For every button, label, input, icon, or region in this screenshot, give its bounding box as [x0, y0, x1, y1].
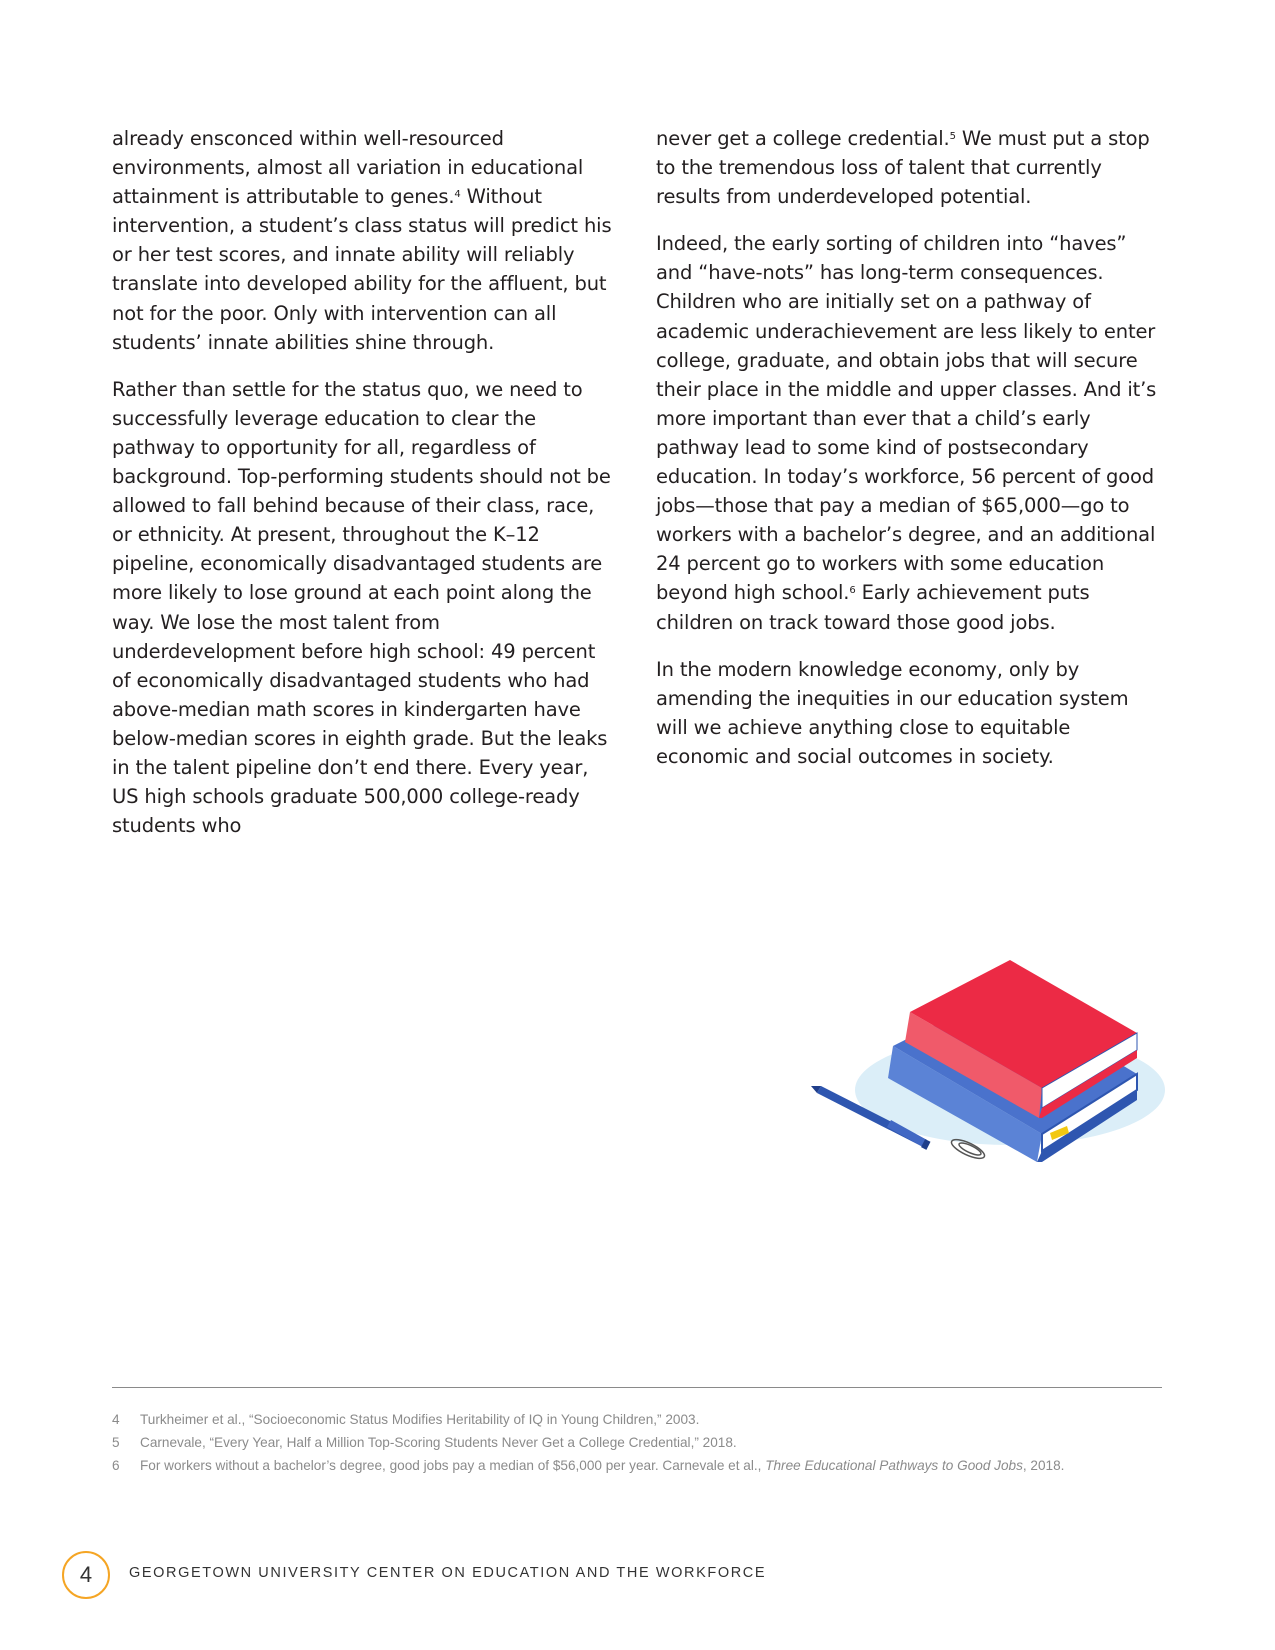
- paragraph-text: Early achievement puts children on track toward those good jobs.: [656, 581, 1090, 634]
- footnote-item: [112, 1432, 1172, 1455]
- paragraph-genes: [112, 124, 617, 357]
- footer-organization: GEORGETOWN UNIVERSITY CENTER ON EDUCATION AND THE WORKFORCE: [129, 1565, 767, 1581]
- paragraph-text: never get a college credential.: [656, 127, 950, 150]
- footnote-number: 5: [112, 1434, 120, 1450]
- page-number: 4: [79, 1562, 93, 1587]
- footnote-item: [112, 1409, 1172, 1432]
- paragraph-text: Without intervention, a student’s class status will predict his or her test scores, and innate ability will reliably translate into developed ability for the affluent, but not for the poor. Only with intervention can all students’ innate abilities shine through.: [112, 185, 612, 354]
- footnote-number: 4: [112, 1412, 120, 1427]
- paragraph-early-sorting: [656, 229, 1166, 636]
- right-column: [656, 124, 1166, 789]
- footnote-ref-4[interactable]: 4: [454, 189, 461, 201]
- paragraph-credential: [656, 124, 1166, 211]
- footnote-text-part: For workers without a bachelor’s degree, good jobs pay a median of $56,000 per year. Carnevale et al.,: [140, 1457, 766, 1473]
- footnote-text: Turkheimer et al., “Socioeconomic Status Modifies Heritability of IQ in Young Children,” 2003.: [140, 1412, 700, 1427]
- paragraph-text: We must put a stop to the tremendous loss of talent that currently results from underdeveloped potential.: [656, 127, 1150, 209]
- paragraph-text: Indeed, the early sorting of children into “haves” and “have-nots” has long-term consequences. Children who are initially set on a pathway of academic underachievement are less likely to enter college, graduate, and obtain jobs that will secure their place in the middle and upper classes. And it’s more important than ever that a child’s early pathway lead to some kind of postsecondary education. In today’s workforce, 56 percent of good jobs—those that pay a median of $65,000—go to workers with a bachelor’s degree, and an additional 24 percent go to workers with some education beyond high school.: [656, 232, 1157, 605]
- paragraph-status-quo: Rather than settle for the status quo, we need to successfully leverage education to clear the pathway to opportunity for all, regardless of background. Top-performing students should not be allowed to fall behind because of their class, race, or ethnicity. At present, throughout the K–12 pipeline, economically disadvantaged students are more likely to lose ground at each point along the way. We lose the most talent from underdevelopment before high school: 49 percent of economically disadvantaged students who had above-median math scores in kindergarten have below-median scores in eighth grade. But the leaks in the talent pipeline don’t end there. Every year, US high schools graduate 500,000 college-ready students who: [112, 377, 611, 838]
- footnote-text: [140, 1455, 1064, 1478]
- footnote-text-part: , 2018.: [1022, 1457, 1065, 1473]
- left-column: [112, 124, 617, 858]
- footnote-ref-6[interactable]: 6: [849, 585, 856, 597]
- footnotes: [112, 1409, 1172, 1477]
- footnote-divider: [112, 1387, 1162, 1388]
- books-pen-illustration-icon: [805, 950, 1165, 1200]
- footnote-title-italic: Three Educational Pathways to Good Jobs: [765, 1457, 1023, 1473]
- paragraph-text: already ensconced within well-resourced environments, almost all variation in educational attainment is attributable to genes.: [112, 127, 584, 209]
- footnote-number: 6: [112, 1457, 120, 1473]
- paragraph-knowledge-economy: In the modern knowledge economy, only by amending the inequities in our education system will we achieve anything close to equitable economic and social outcomes in society.: [656, 657, 1129, 768]
- footnote-item: [112, 1455, 1172, 1478]
- footnote-text: Carnevale, “Every Year, Half a Million Top-Scoring Students Never Get a College Credential,” 2018.: [140, 1434, 737, 1450]
- page-number-badge: [62, 1551, 110, 1599]
- footnote-ref-5[interactable]: 5: [949, 131, 956, 142]
